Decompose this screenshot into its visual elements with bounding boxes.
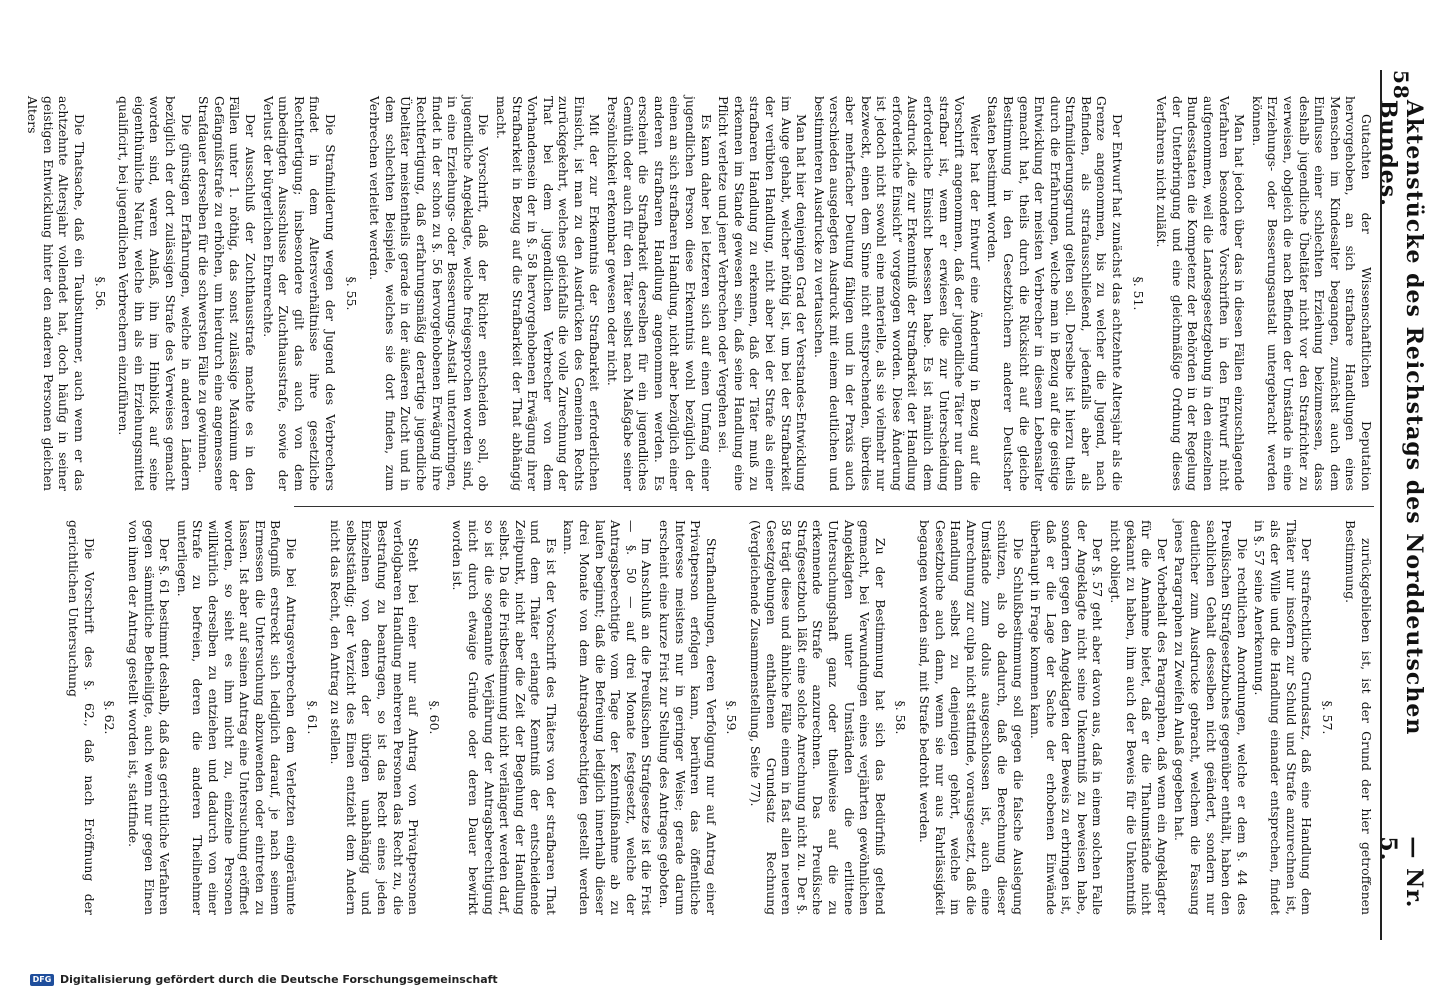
section-heading: §. 60.: [426, 700, 442, 735]
dfg-logo-icon: DFG: [30, 974, 54, 986]
paragraph: Man hat hier denjenigen Grad der Verstandes-Entwicklung im Auge gehabt, welcher nöthig ist, um bei der Strafbarkeit der verübten Handlung, nicht aber bei der Strafe als einer strafbaren Handlung zu erkennen, daß der Täter muß zu erkennen im Stande gewesen sein, daß seine Handlung eine Pflicht verletze und jener Verbrechen oder Vergehen sei.: [716, 96, 810, 491]
page-title: Aktenstücke des Reichstags des Norddeutschen Bundes.: [1375, 99, 1427, 736]
issue-number: — Nr. 5.: [1375, 836, 1427, 909]
paragraph: Es ist der Vorschrift des Thäters von der strafbaren That und dem Thäter erlangte Kenntniß der entscheidende Zeitpunkt, nicht aber die Zeit der Begehung der Handlung selbst. Da die Fristbestimmung nicht verlängert werden darf, so ist die sogenannte Verjährung der Antragsberechtigung nicht durch etwaige Gründe oder deren Dauer bewirkt worden ist.: [450, 520, 559, 915]
paragraph: Der Vorbehalt des Paragraphen, daß wenn ein Angeklagter für die Annahme bietet, daß er die Thatumstände nicht gekannt zu haben, ihm auch der Beweis für die Unkenntniß nicht obliegt.: [1108, 520, 1170, 915]
paragraph: Gutachten der Wissenschaftlichen Deputation hervorgehoben, an sich strafbare Handlungen eines Menschen im Kindesalter begangen, zunächst auch dem Einflusse einer schlechten Erziehung beizumessen, dass deshalb jugendliche Übeltäter nicht vor den Strafrichter zu verweisen, obgleich die nach Befinden der Umstände in eine Erziehungs- oder Besserungsanstalt untergebracht werden können.: [1249, 96, 1374, 491]
right-column: [66, 520, 1374, 915]
section-heading: §. 55.: [343, 276, 359, 311]
running-head: [1375, 70, 1427, 940]
header-rule: [1380, 70, 1382, 940]
left-column: [25, 96, 1374, 491]
section-heading: §. 57.: [1319, 700, 1335, 735]
section-heading: §. 61.: [304, 700, 320, 735]
column-divider: [294, 506, 1374, 507]
paragraph: Der Entwurf hat zunächst das achtzehnte Altersjahr als die Grenze angenommen, bis zu welcher die Jugend, nach Befinden, als strafausschließend, jedenfalls aber als Strafmilderungsgrund gelten soll. Derselbe ist hierzu theils durch die Erfahrungen, welche man in Bezug auf die geistige Entwicklung der meisten Verbrecher in diesem Lebensalter gemacht hat, theils durch die Rücksicht auf die gleiche Bestimmung in den Gesetzbüchern anderer Deutscher Staaten bestimmt worden.: [985, 96, 1126, 491]
paragraph: Man hat jedoch über das in diesen Fällen einzuschlagende Verfahren besondere Vorschriften in den Entwurf nicht aufgenommen, weil die Landesgesetzgebung in den einzelnen Bundesstaaten die Kompetenz der Behörden in der Regelung der Unterbringung und eine gleichmäßige Ordnung dieses Verfahrens nicht zuläßt.: [1154, 96, 1248, 491]
section-heading: §. 59.: [724, 700, 740, 735]
paragraph: Die Vorschrift des §. 62., daß nach Eröffnung der gerichtlichen Untersuchung: [66, 520, 97, 915]
paragraph: Der §. 61 bestimmt deshalb, daß das gerichtliche Verfahren gegen sämmtliche Betheiligte, auch wenn nur gegen Einen von ihnen der Antrag gestellt worden ist, stattfinde.: [126, 520, 173, 915]
paragraph: Der §. 57 geht aber davon aus, daß in einem solchen Falle der Angeklagte nicht seine Unkenntniß zu beweisen habe, sondern gegen den Angeklagten der Beweis zu erbringen ist, daß er die Lage der Sache der erhobenen Einwände überhaupt in Frage kommen kann.: [1028, 520, 1106, 915]
paragraph: Die rechtlichen Anordnungen, welche er dem §. 44 des Preußischen Strafgesetzbuches gegenüber enthält, haben den sachlichen Gehalt desselben nicht geändert, sondern nur deutlicher zum Ausdrucke gebracht, welchem die Fassung jenes Paragraphen zu Zweifeln Anlaß gegeben hat.: [1172, 520, 1250, 915]
section-heading: §. 58.: [893, 700, 909, 735]
paragraph: Weiter hat der Entwurf eine Änderung in Bezug auf die Vorschrift angenommen, daß der jugendliche Täter nur dann strafbar ist, wenn er erwiesen die zur Unterscheidung erforderliche Einsicht besessen habe. Es ist nämlich dem Ausdruck „die zur Erkenntniß der Strafbarkeit der Handlung erforderliche Einsicht“ vorgezogen worden. Diese Änderung ist jedoch nicht sowohl eine materielle, als sie vielmehr nur bezweckt, einen dem Sinne nicht entsprechenden, überdies aber mehrfacher Deutung fähigen und in der Praxis auch verschieden ausgelegten Ausdruck mit einem deutlichen und bestimmteren Ausdrucke zu vertauschen.: [811, 96, 983, 491]
paragraph: Zu der Bestimmung hat sich das Bedürfniß geltend gemacht, bei Verwundungen eines verjährten gewöhnlichen Angeklagten unter Umständen die erlittene Untersuchungshaft ganz oder theilweise auf die zu erkennende Strafe anzurechnen. Das Preußische Strafgesetzbuch läßt eine solche Anrechnung nicht zu. Der §. 58 trägt diese und ähnliche Fälle einem in fast allen neueren Gesetzgebungen enthaltenen Grundsatz Rechnung (Vergleichende Zusammenstellung, Seite 77).: [748, 520, 888, 915]
section-heading: §. 62.: [102, 700, 118, 735]
paragraph: Die günstigen Erfahrungen, welche in anderen Ländern bezüglich der dort zulässigen Strafe des Verweises gemacht worden sind, waren Anlaß, ihn im Hinblick auf seine eigenthümliche Natur, welche ihn als ein Erziehungsmittel qualificirt, bei jugendlichen Verbrechern einzuführen.: [116, 96, 194, 491]
paragraph: Die Thatsache, daß ein Taubstummer, auch wenn er das achtzehnte Altersjahr vollendet hat, doch häufig in seiner geistigen Entwicklung hinter den anderen Personen gleichen Alters: [25, 96, 88, 491]
digitization-credit: Digitalisierung gefördert durch die Deutsche Forschungsgemeinschaft: [60, 973, 498, 986]
section-heading: §. 56.: [92, 276, 108, 311]
paragraph: Mit der zur Erkenntnis der Strafbarkeit erforderlichen Einsicht, ist man zu den Ausdrücken des Gemeinen Rechts zurückgekehrt, welches gleichfalls die volle Zurechnung der That bei dem jugendlichen Verbrecher von dem Vorhandensein der in §. 58 hervorgehobenen Erwägung ihrer Strafbarkeit in Bezug auf die Strafbarkeit der That abhängig macht.: [493, 96, 603, 491]
paragraph: zurückgeblieben ist, ist der Grund der hier getroffenen Bestimmung.: [1343, 520, 1374, 915]
paragraph: Steht bei einer nur auf Antrag von Privatpersonen verfolgbaren Handlung mehreren Personen das Recht zu, die Bestrafung zu beantragen, so ist das Recht eines jeden Einzelnen von denen der übrigen unabhängig und selbstständig; der Verzicht des Einen entzieht dem Andern nicht das Recht, den Antrag zu stellen.: [328, 520, 422, 915]
digitization-note: [30, 973, 498, 986]
section-heading: §. 51.: [1130, 276, 1146, 311]
paragraph: Strafhandlungen, deren Verfolgung nur auf Antrag einer Privatperson erfolgen kann, berühren das öffentliche Interesse meistens nur in geringer Weise; gerade darum erscheint eine kurze Frist zur Stellung des Antrages geboten.: [657, 520, 719, 915]
paragraph: Im Anschluß an die Preußischen Strafgesetze ist die Frist — §. 50 — auf drei Monate festgesetzt, welche der Antragsberechtigte vom Tage der Kenntnißnahme ab zu laufen beginnt; daß die Befreiung lediglich innerhalb dieser drei Monate von dem Antragsberechtigten gestellt werden kann.: [561, 520, 655, 915]
paragraph: Die bei Antragsverbrechen dem Verletzten eingeräumte Befugniß erstreckt sich lediglich darauf, je nach seinem Ermessen die Untersuchung abzuwenden oder eintreten zu lassen. Ist aber auf seinen Antrag eine Untersuchung eröffnet worden, so sieht es ihm nicht zu, einzelne Personen willkürlich derselben zu entziehen und dadurch von einer Strafe zu befreien, deren die anderen Theilnehmer unterliegen.: [174, 520, 299, 915]
paragraph: Der strafrechtliche Grundsatz, daß eine Handlung dem Thäter nur insofern zur Schuld und Strafe anzurechnen ist, als der Wille und die Handlung einander entsprechen, findet in §. 57 seine Anerkennung.: [1252, 520, 1315, 915]
paragraph: Der Ausschluß der Zuchthausstrafe machte es in den Fällen unter 1. nöthig, das sonst zulässige Maximum der Gefängnißstrafe zu erhöhen, um hierdurch eine angemessene Strafdauer derselben für die schwersten Fälle zu gewinnen.: [196, 96, 259, 491]
paragraph: Die Schlußbestimmung soll gegen die falsche Auslegung schützen, als ob dadurch, daß die Berechnung dieser Umstände zum dolus ausgeschlossen ist, auch eine Anrechnung zur culpa nicht stattfinde, vorausgesetzt, daß die Handlung selbst zu denjenigen gehört, welche im Gesetzbuche auch dann, wenn sie nur aus Fahrlässigkeit begangen worden sind, mit Strafe bedroht werden.: [916, 520, 1026, 915]
paragraph: Die Vorschrift, daß der Richter entscheiden soll, ob jugendliche Angeklagte, welche freigesprochen worden sind, in eine Erziehungs- oder Besserungs-Anstalt unterzubringen, findet in der schon zu §. 56 hervorgehobenen Erwägung ihre Rechtfertigung, daß erfahrungsmäßig derartige jugendliche Übeltäter meistentheils gerade in der äußeren Zucht und in dem schlechten Beispiele, welches sie dort finden, zum Verbrechen verleitet werden.: [367, 96, 492, 491]
paragraph: Es kann daher bei letzteren sich auf einen Umfang einer jugendlichen Person diese Erkenntnis wohl bezüglich der einen an sich strafbaren Handlung, nicht aber bezüglich einer anderen strafbaren Handlung angenommen werden. Es erscheint die Strafbarkeit derselben für ein jugendliches Gemüth oder auch für den Täter selbst nach Maßgabe seiner Persönlichkeit erkennbar gewesen oder nicht.: [605, 96, 714, 491]
page-number: 58: [1389, 70, 1413, 100]
paragraph: Die Strafmilderung wegen der Jugend des Verbrechers findet in dem Altersverhältnisse ihre gesetzliche Rechtfertigung; insbesondere gilt das auch von dem unbedingten Ausschlusse der Zuchthausstrafe, sowie der Verlust der bürgerlichen Ehrenrechte.: [260, 96, 338, 491]
